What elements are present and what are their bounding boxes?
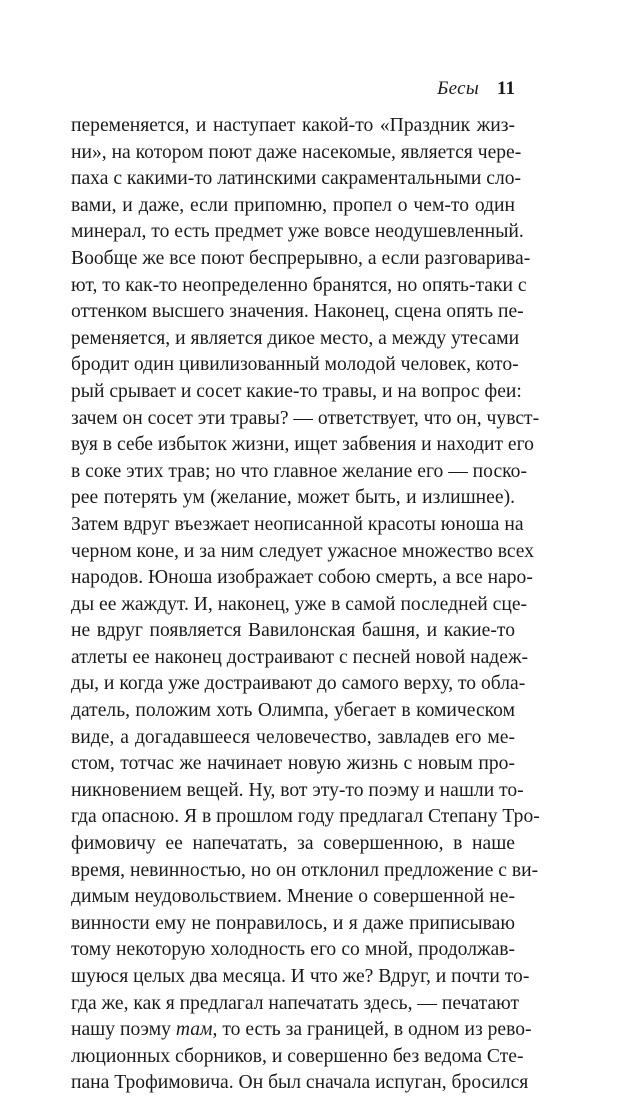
text-line: ременяется, и является дикое место, а между утесами bbox=[71, 327, 520, 349]
text-line: пана Трофимовича. Он был сначала испуган, бросился bbox=[71, 1072, 529, 1094]
text-line: народов. Юноша изображает собою смерть, а все наро- bbox=[71, 567, 533, 589]
running-title: Бесы bbox=[437, 78, 479, 99]
body-text bbox=[71, 113, 540, 1097]
text-line: датель, положим хоть Олимпа, убегает в комическом bbox=[71, 700, 515, 722]
text-line: не вдруг появляется Вавилонская башня, и какие-то bbox=[71, 620, 515, 642]
text-line: оттенком высшего значения. Наконец, сцена опять пе- bbox=[71, 301, 524, 323]
text-line: тому некоторую холодность его со мной, продолжав- bbox=[71, 939, 515, 961]
page-number: 11 bbox=[497, 78, 515, 99]
text-line: атлеты ее наконец достраивают с песней новой надеж- bbox=[71, 646, 529, 668]
text-line: гда же, как я предлагал напечатать здесь, — печатают bbox=[71, 992, 520, 1014]
text-line: вуя в себе избыток жизни, ищет забвения и находит его bbox=[71, 434, 534, 456]
text-line: люционных сборников, и совершенно без ведома Сте- bbox=[71, 1045, 524, 1067]
running-head bbox=[0, 78, 631, 102]
text-line: ды, и когда уже достраивают до самого верху, то облa- bbox=[71, 673, 526, 695]
text-line: димым неудовольствием. Мнение о совершенной не- bbox=[71, 886, 515, 908]
text-line: гда опасною. Я в прошлом году предлагал Степану Тро- bbox=[71, 806, 540, 828]
text-line: ни», на котором поют даже насекомые, является чере- bbox=[71, 141, 522, 163]
text-line: виде, а догадавшееся человечество, завладев его ме- bbox=[71, 726, 515, 748]
text-line: черном коне, и за ним следует ужасное множество всех bbox=[71, 540, 535, 562]
text-line: бродит один цивилизованный молодой человек, кото- bbox=[71, 354, 519, 376]
text-line: винности ему не понравилось, и я даже приписываю bbox=[71, 912, 515, 934]
text-line-with-emphasis bbox=[71, 1017, 532, 1044]
text-line: в соке этих трав; но что главное желание его — поско- bbox=[71, 460, 527, 482]
text-line: минерал, то есть предмет уже вовсе неодушевленный. bbox=[71, 221, 524, 243]
text-line: фимовичу ее напечатать, за совершенною, в наше bbox=[71, 833, 515, 855]
text-line: зачем он сосет эти травы? — ответствует, что он, чувст- bbox=[71, 407, 540, 429]
text-fragment: нашу поэму bbox=[71, 1019, 176, 1041]
text-line: время, невинностью, но он отклонил предложение с ви- bbox=[71, 859, 539, 881]
italic-emphasis: там bbox=[175, 1019, 213, 1041]
text-line: переменяется, и наступает какой-то «Праздник жиз- bbox=[71, 115, 515, 136]
text-line: ды ее жаждут. И, наконец, уже в самой последней сце- bbox=[71, 593, 528, 615]
text-line: паха с какими-то латинскими сакраментальными сло- bbox=[71, 168, 522, 190]
text-line: стом, тотчас же начинает новую жизнь с новым про- bbox=[71, 753, 515, 775]
text-line: ют, то как-то неопределенно бранятся, но опять-таки с bbox=[71, 274, 527, 296]
text-fragment: , то есть за границей, в одном из рево- bbox=[212, 1019, 532, 1041]
text-line: Вообще же все поют беспрерывно, а если разговарива- bbox=[71, 247, 531, 269]
text-line: никновением вещей. Ну, вот эту-то поэму и нашли то- bbox=[71, 779, 524, 801]
text-line: рее потерять ум (желание, может быть, и излишнее). bbox=[71, 487, 515, 509]
text-line: шуюся целых два месяца. И что же? Вдруг, и почти то- bbox=[71, 966, 530, 987]
text-line: рый срывает и сосет какие-то травы, и на вопрос феи: bbox=[71, 380, 522, 402]
text-line: Затем вдруг въезжает неописанной красоты юноша на bbox=[71, 513, 524, 535]
text-line: вами, и даже, если припомню, пропел о чем-то один bbox=[71, 194, 515, 216]
